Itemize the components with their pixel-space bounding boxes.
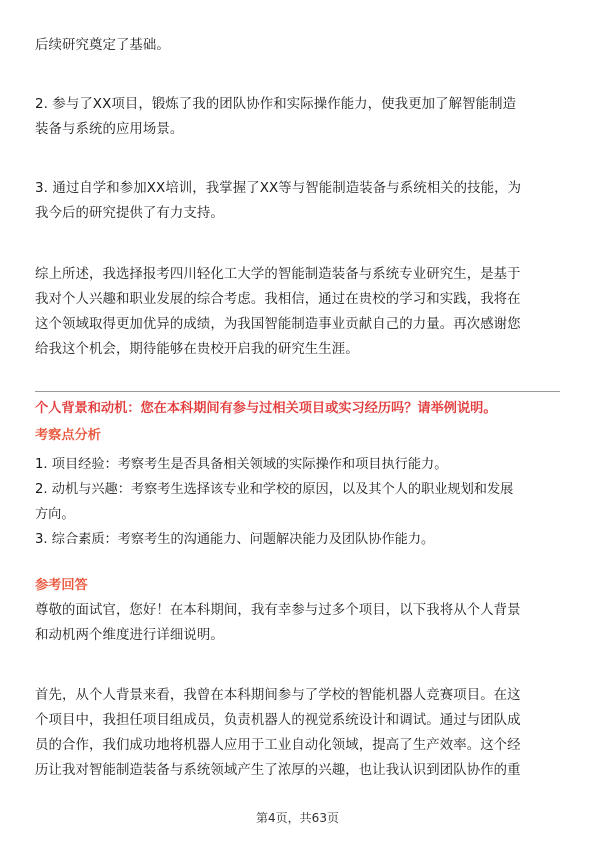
list-item-continuation: 方向。 <box>35 507 75 522</box>
answer-paragraph-background <box>35 683 565 783</box>
page-number-footer: 第4页，共63页 <box>256 811 339 825</box>
list-item: 3. 综合素质：考察考生的沟通能力、问题解决能力及团队协作能力。 <box>35 532 435 547</box>
text-line: 给我这个机会，期待能够在贵校开启我的研究生生涯。 <box>35 342 359 357</box>
text-line: 我今后的研究提供了有力支持。 <box>35 206 224 221</box>
analysis-list <box>35 452 565 552</box>
section-divider <box>35 391 560 392</box>
text-line: 后续研究奠定了基础。 <box>35 38 170 53</box>
list-item: 1. 项目经验：考察考生是否具备相关领域的实际操作和项目执行能力。 <box>35 457 448 472</box>
text-line: 我对个人兴趣和职业发展的综合考虑。我相信，通过在贵校的学习和实践，我将在 <box>35 292 521 307</box>
text-line: 2. 参与了XX项目，锻炼了我的团队协作和实际操作能力，使我更加了解智能制造 <box>35 97 517 112</box>
text-line: 历让我对智能制造装备与系统领域产生了浓厚的兴趣，也让我认识到团队协作的重 <box>35 763 521 778</box>
text-line: 首先，从个人背景来看，我曾在本科期间参与了学校的智能机器人竞赛项目。在这 <box>35 688 521 703</box>
text-line: 综上所述，我选择报考四川轻化工大学的智能制造装备与系统专业研究生，是基于 <box>35 267 521 282</box>
text-line: 员的合作，我们成功地将机器人应用于工业自动化领域，提高了生产效率。这个经 <box>35 738 521 753</box>
text-line: 和动机两个维度进行详细说明。 <box>35 628 224 643</box>
answer-paragraph-intro <box>35 598 565 648</box>
text-line: 这个领域取得更加优异的成绩，为我国智能制造事业贡献自己的力量。再次感谢您 <box>35 317 521 332</box>
analysis-heading: 考察点分析 <box>35 428 101 443</box>
list-item: 2. 动机与兴趣：考察考生选择该专业和学校的原因，以及其个人的职业规划和发展 <box>35 482 514 497</box>
text-line: 装备与系统的应用场景。 <box>35 122 184 137</box>
text-line: 尊敬的面试官，您好！在本科期间，我有幸参与过多个项目，以下我将从个人背景 <box>35 603 521 618</box>
text-line: 3. 通过自学和参加XX培训，我掌握了XX等与智能制造装备与系统相关的技能，为 <box>35 181 522 196</box>
question-title: 个人背景和动机：您在本科期间有参与过相关项目或实习经历吗？请举例说明。 <box>35 401 497 416</box>
paragraph-item-3 <box>35 176 565 226</box>
paragraph-summary <box>35 262 565 362</box>
answer-heading: 参考回答 <box>35 578 88 593</box>
text-line: 个项目中，我担任项目组成员，负责机器人的视觉系统设计和调试。通过与团队成 <box>35 713 521 728</box>
paragraph-continuation <box>35 33 565 58</box>
paragraph-item-2 <box>35 92 565 142</box>
